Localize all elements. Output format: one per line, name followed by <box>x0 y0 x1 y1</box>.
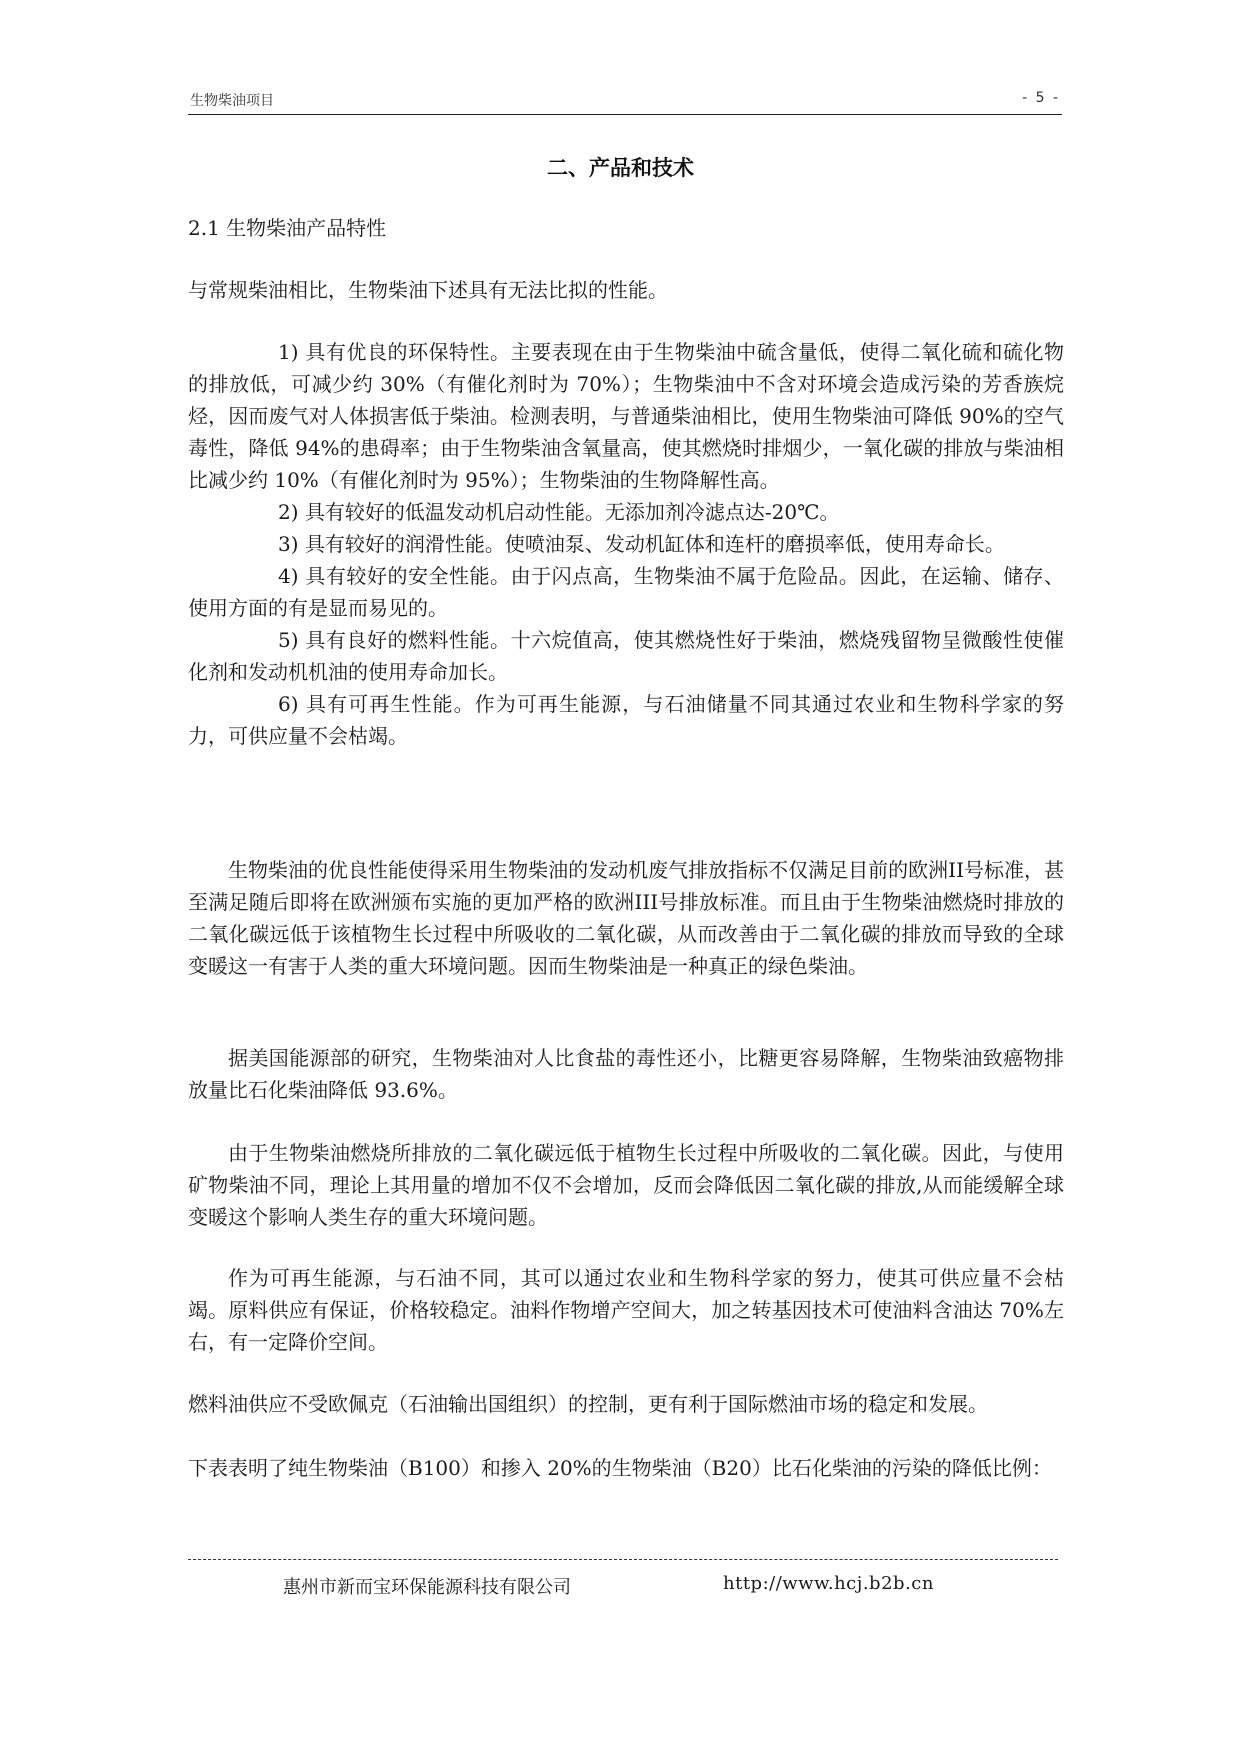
footer-divider <box>188 1559 1058 1560</box>
section-title: 2.1 生物柴油产品特性 <box>188 216 387 240</box>
body-paragraph: 由于生物柴油燃烧所排放的二氧化碳远低于植物生长过程中所吸收的二氧化碳。因此，与使用矿物柴油不同，理论上其用量的增加不仅不会增加，反而会降低因二氧化碳的排放,从而能缓解全球变暖这个影响人类生存的重大环境问题。 <box>188 1141 1064 1229</box>
feature-item: 1) 具有优良的环保特性。主要表现在由于生物柴油中硫含量低，使得二氧化硫和硫化物的排放低，可减少约 30%（有催化剂时为 70%）；生物柴油中不含对环境会造成污染的芳香族烷烃，因而废气对人体损害低于柴油。检测表明，与普通柴油相比，使用生物柴油可降低 90%的空气毒性，降低 94%的患碍率；由于生物柴油含氧量高，使其燃烧时排烟少，一氧化碳的排放与柴油相比减少约 10%（有催化剂时为 95%）；生物柴油的生物降解性高。 <box>188 340 1064 492</box>
page-number: - 5 - <box>1022 90 1060 106</box>
feature-item: 3) 具有较好的润滑性能。使喷油泵、发动机缸体和连杆的磨损率低，使用寿命长。 <box>278 532 1005 556</box>
header-title: 生物柴油项目 <box>190 93 274 109</box>
feature-item: 2) 具有较好的低温发动机启动性能。无添加剂冷滤点达-20℃。 <box>278 500 840 524</box>
feature-item: 5) 具有良好的燃料性能。十六烷值高，使其燃烧性好于柴油，燃烧残留物呈微酸性使催化剂和发动机机油的使用寿命加长。 <box>188 628 1064 684</box>
feature-item: 4) 具有较好的安全性能。由于闪点高，生物柴油不属于危险品。因此，在运输、储存、使用方面的有是显而易见的。 <box>188 564 1064 620</box>
body-paragraph: 燃料油供应不受欧佩克（石油输出国组织）的控制，更有利于国际燃油市场的稳定和发展。 <box>188 1392 988 1416</box>
body-paragraph: 作为可再生能源，与石油不同，其可以通过农业和生物科学家的努力，使其可供应量不会枯竭。原料供应有保证，价格较稳定。油料作物增产空间大，加之转基因技术可使油料含油达 70%左右，有一定降价空间。 <box>188 1266 1064 1354</box>
body-paragraph: 生物柴油的优良性能使得采用生物柴油的发动机废气排放指标不仅满足目前的欧洲II号标准，甚至满足随后即将在欧洲颁布实施的更加严格的欧洲III号排放标准。而且由于生物柴油燃烧时排放的二氧化碳远低于该植物生长过程中所吸收的二氧化碳，从而改善由于二氧化碳的排放而导致的全球变暖这一有害于人类的重大环境问题。因而生物柴油是一种真正的绿色柴油。 <box>188 858 1064 978</box>
page-footer <box>283 1573 934 1599</box>
body-paragraph: 据美国能源部的研究，生物柴油对人比食盐的毒性还小，比糖更容易降解，生物柴油致癌物排放量比石化柴油降低 93.6%。 <box>188 1046 1064 1102</box>
feature-item: 6) 具有可再生性能。作为可再生能源，与石油储量不同其通过农业和生物科学家的努力，可供应量不会枯竭。 <box>188 692 1064 748</box>
chapter-title: 二、产品和技术 <box>547 156 694 180</box>
footer-url: http://www.hcj.b2b.cn <box>723 1573 934 1594</box>
footer-company: 惠州市新而宝环保能源科技有限公司 <box>283 1577 571 1598</box>
page-header <box>188 90 1062 115</box>
feature-list <box>188 336 1064 752</box>
intro-paragraph: 与常规柴油相比，生物柴油下述具有无法比拟的性能。 <box>188 278 668 302</box>
body-paragraph: 下表表明了纯生物柴油（B100）和掺入 20%的生物柴油（B20）比石化柴油的污染的降低比例： <box>188 1456 1052 1480</box>
